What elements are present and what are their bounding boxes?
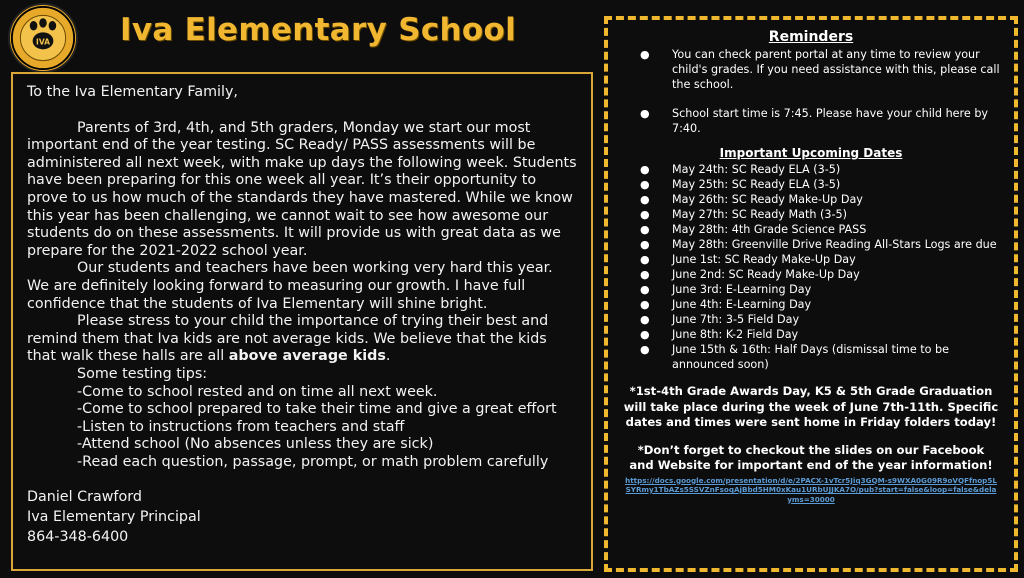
page-title: Iva Elementary School	[120, 12, 516, 48]
bullet-icon: ●	[640, 238, 650, 251]
date-text: May 25th: SC Ready ELA (3-5)	[672, 178, 841, 191]
stress-end: .	[385, 348, 391, 365]
date-text: May 24th: SC Ready ELA (3-5)	[672, 163, 841, 176]
reminder-text: You can check parent portal at any time to review your child's grades. If you need assistance with this, please call the school.	[672, 48, 1000, 91]
date-item	[622, 312, 1000, 327]
signature-phone: 864-348-6400	[27, 529, 129, 546]
awards-notice: *1st-4th Grade Awards Day, K5 & 5th Grade Graduation will take place during the week of June 7th-11th. Specific dates and times were sent home in Friday folders today!	[623, 384, 999, 429]
tip-item: -Read each question, passage, prompt, or math problem carefully	[77, 453, 549, 470]
date-text: June 1st: SC Ready Make-Up Day	[672, 253, 856, 266]
dates-list	[622, 162, 1000, 372]
reminders-panel	[604, 16, 1018, 572]
bullet-icon: ●	[640, 268, 650, 281]
stress-text: Please stress to your child the importance of trying their best and remind them that Iva kids are not average kids. We believe that the kids that walk these halls are all	[27, 313, 549, 365]
date-item	[622, 237, 1000, 252]
bullet-icon: ●	[640, 253, 650, 266]
date-item	[622, 342, 1000, 372]
slides-notice: *Don’t forget to checkout the slides on our Facebook and Website for important end of the year information!	[629, 442, 993, 472]
bullet-icon: ●	[640, 193, 650, 206]
reminders-heading: Reminders	[768, 29, 854, 45]
letter-greeting: To the Iva Elementary Family,	[27, 84, 238, 100]
date-text: June 7th: 3-5 Field Day	[672, 313, 800, 326]
date-item	[622, 222, 1000, 237]
date-item	[622, 297, 1000, 312]
slides-link[interactable]: https://docs.google.com/presentation/d/e/2PACX-1vTcr5Jiq3GQM-s9WXA0G09R9oVQFfnop5LSYRmy1TbAZs5SSVZnFsoqAjBbd5HM0xKau1URbUJJKA7O/pub?start=false&loop=false&delayms=30000	[625, 475, 997, 504]
tip-item: -Come to school prepared to take their time and give a great effort	[77, 401, 557, 418]
date-item	[622, 252, 1000, 267]
date-item	[622, 282, 1000, 297]
principal-letter	[11, 72, 593, 571]
bullet-icon: ●	[640, 343, 650, 356]
reminders-list	[622, 47, 1000, 136]
tip-item: -Listen to instructions from teachers and staff	[77, 418, 405, 435]
paw-print-logo-icon	[10, 5, 76, 71]
bullet-icon: ●	[640, 328, 650, 341]
date-item	[622, 207, 1000, 222]
testing-tips	[27, 366, 579, 472]
date-text: May 26th: SC Ready Make-Up Day	[672, 193, 863, 206]
date-item	[622, 327, 1000, 342]
signature-name: Daniel Crawford	[27, 489, 142, 506]
date-item	[622, 177, 1000, 192]
signature-role: Iva Elementary Principal	[27, 509, 201, 526]
tip-item: -Attend school (No absences unless they are sick)	[77, 436, 434, 453]
date-text: June 4th: E-Learning Day	[672, 298, 812, 311]
letter-paragraph-1: Parents of 3rd, 4th, and 5th graders, Monday we start our most important end of the year testing. SC Ready/ PASS assessments will be administered all next week, with make up days the following week. Students have been preparing for this one week all year. It’s their opportunity to prove to us how much of the standards they have mastered. While we know this year has been challenging, we cannot wait to see how awesome our students do on these assessments. It will provide us with great data as we prepare for the 2021-2022 school year.	[27, 119, 577, 259]
reminder-item	[622, 47, 1000, 92]
bullet-icon: ●	[640, 163, 650, 176]
school-logo	[8, 3, 78, 73]
letter-paragraph-3	[27, 313, 579, 366]
date-text: June 15th & 16th: Half Days (dismissal time to be announced soon)	[672, 343, 950, 371]
tips-intro: Some testing tips:	[77, 365, 208, 382]
dates-heading: Important Upcoming Dates	[719, 146, 903, 160]
date-text: May 28th: Greenville Drive Reading All-Stars Logs are due	[672, 238, 997, 251]
bullet-icon: ●	[640, 208, 650, 221]
bullet-icon: ●	[640, 283, 650, 296]
stress-bold-text: above average kids	[228, 348, 386, 365]
date-text: June 3rd: E-Learning Day	[672, 283, 812, 296]
logo-text: IVA	[36, 37, 50, 47]
bullet-icon: ●	[640, 48, 650, 61]
bullet-icon: ●	[640, 313, 650, 326]
bullet-icon: ●	[640, 298, 650, 311]
reminder-item	[622, 106, 1000, 136]
tip-item: -Come to school rested and on time all next week.	[77, 383, 438, 400]
date-text: May 28th: 4th Grade Science PASS	[672, 223, 867, 236]
date-text: May 27th: SC Ready Math (3-5)	[672, 208, 848, 221]
bullet-icon: ●	[640, 178, 650, 191]
bullet-icon: ●	[640, 223, 650, 236]
date-item	[622, 267, 1000, 282]
bullet-icon: ●	[640, 107, 650, 120]
signature	[27, 487, 579, 547]
date-text: June 2nd: SC Ready Make-Up Day	[672, 268, 860, 281]
letter-paragraph-2: Our students and teachers have been working very hard this year. We are definitely looking forward to measuring our growth. I have full confidence that the students of Iva Elementary will shine bright.	[27, 260, 553, 312]
date-text: June 8th: K-2 Field Day	[672, 328, 799, 341]
date-item	[622, 192, 1000, 207]
reminder-text: School start time is 7:45. Please have your child here by 7:40.	[672, 107, 989, 135]
date-item	[622, 162, 1000, 177]
